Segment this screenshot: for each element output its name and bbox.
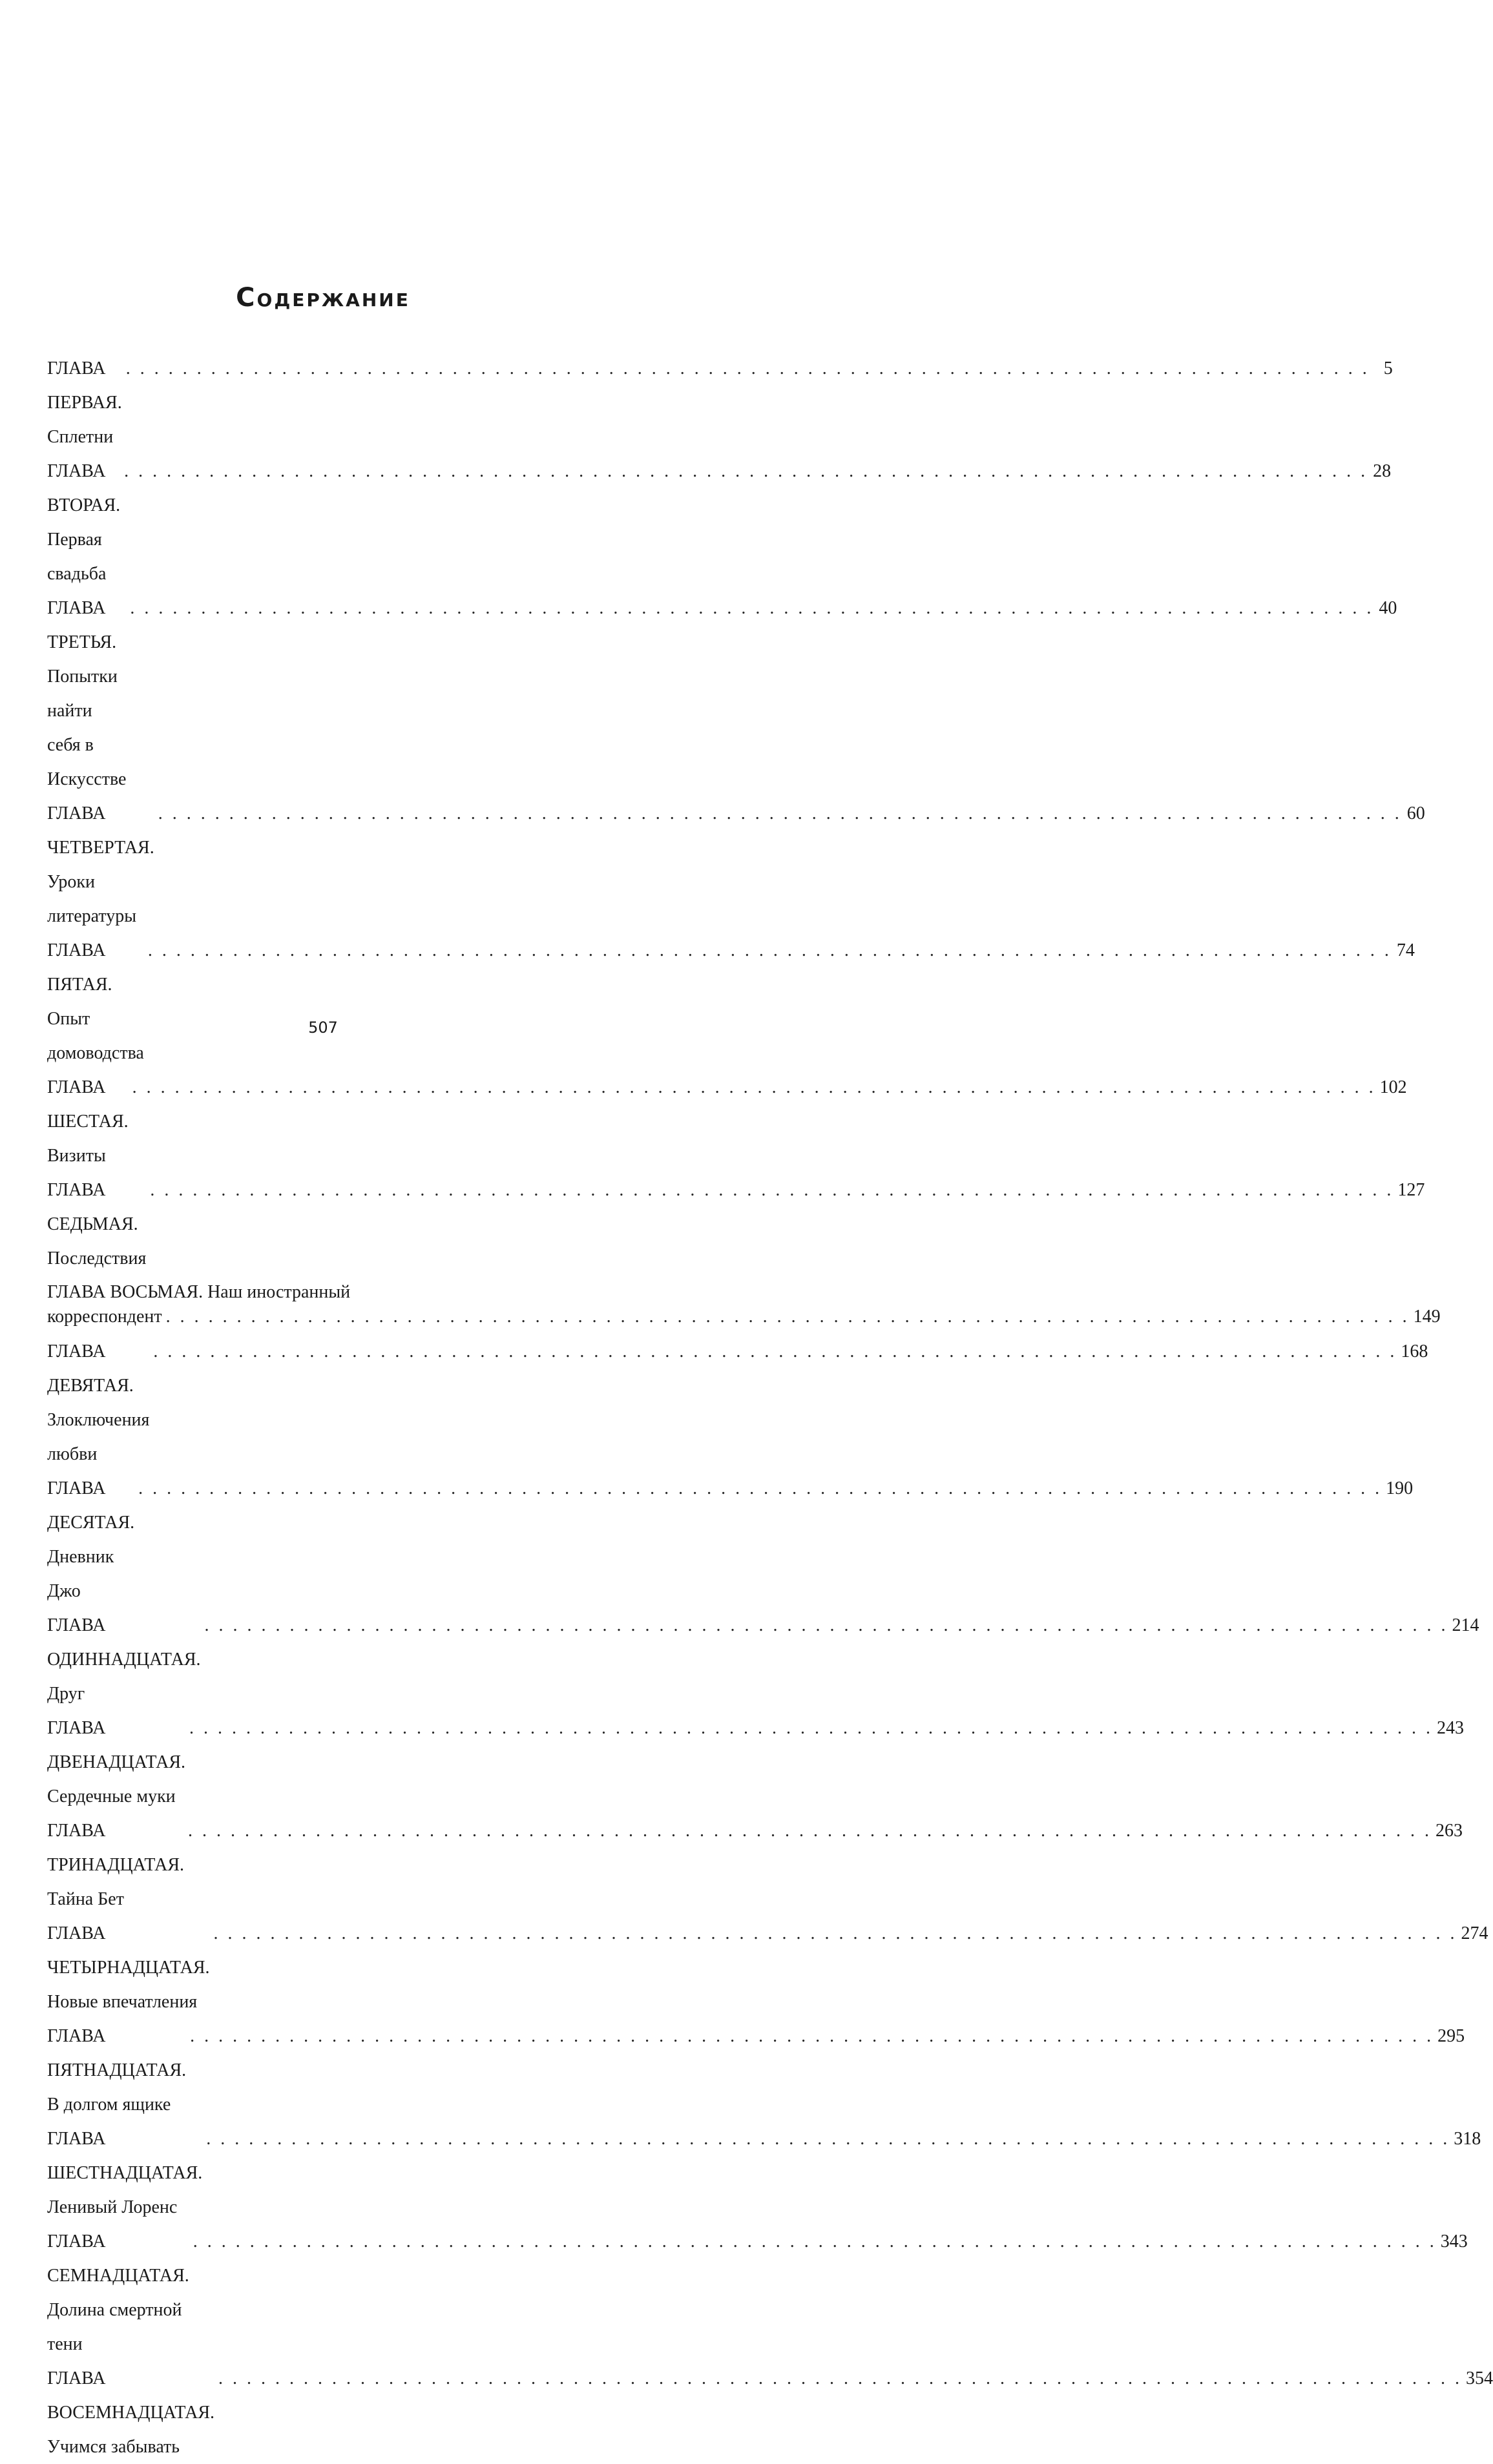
dot-leader [193, 2224, 1437, 2259]
toc-entry-18 [47, 2361, 1493, 2464]
dot-leader [124, 454, 1368, 488]
dot-leader [148, 933, 1392, 968]
toc-entry-title: ГЛАВА ПЕРВАЯ. Сплетни [47, 358, 122, 447]
toc-entry-1 [47, 351, 1393, 454]
dot-leader [214, 1916, 1457, 1951]
toc-entry-page: 60 [1406, 803, 1425, 823]
toc-entry-title: ГЛАВА ПЯТНАДЦАТАЯ. В долгом ящике [47, 2026, 187, 2115]
page-title: Содержание [236, 283, 410, 313]
toc-entry-page: 149 [1413, 1307, 1441, 1327]
toc-entry-page: 168 [1401, 1341, 1428, 1361]
page-number: 507 [308, 1019, 338, 1037]
toc-entry-page: 243 [1437, 1718, 1464, 1738]
toc-entry-title-line2: корреспондент [47, 1307, 162, 1327]
toc-entry-9 [47, 1334, 1428, 1471]
toc-entry-title: ГЛАВА ДЕСЯТАЯ. Дневник Джо [47, 1478, 135, 1601]
toc-entry-page: 102 [1379, 1077, 1407, 1097]
toc-entry-title: ГЛАВА ДВЕНАДЦАТАЯ. Сердечные муки [47, 1718, 186, 1807]
toc-entry-8 [47, 1276, 1441, 1334]
toc-entry-title: ГЛАВА ВТОРАЯ. Первая свадьба [47, 461, 121, 584]
dot-leader [130, 591, 1373, 625]
toc-entry-title: ГЛАВА ТРИНАДЦАТАЯ. Тайна Бет [47, 1821, 185, 1909]
toc-entry-7 [47, 1173, 1425, 1276]
toc-entry-page: 263 [1436, 1821, 1463, 1841]
toc-entry-title: ГЛАВА ДЕВЯТАЯ. Злоключения любви [47, 1341, 150, 1464]
dot-leader [153, 1334, 1397, 1369]
toc-entry-14 [47, 1916, 1488, 2019]
toc-entry-line2 [47, 1305, 1441, 1329]
toc-entry-page: 295 [1437, 2026, 1465, 2046]
toc-entry-4 [47, 796, 1425, 933]
toc-entry-15 [47, 2019, 1465, 2122]
toc-entry-page: 28 [1373, 461, 1392, 481]
toc-entry-page: 74 [1396, 940, 1415, 960]
dot-leader [206, 2122, 1450, 2156]
toc-entry-16 [47, 2122, 1481, 2224]
toc-entry-title: ГЛАВА ШЕСТАЯ. Визиты [47, 1077, 129, 1166]
toc-entry-title: ГЛАВА ПЯТАЯ. Опыт домоводства [47, 940, 144, 1063]
dot-leader [204, 1608, 1448, 1642]
toc-entry-page: 354 [1466, 2368, 1493, 2388]
toc-entry-13 [47, 1814, 1463, 1916]
dot-leader [132, 1070, 1376, 1104]
dot-leader [189, 1711, 1433, 1745]
dot-leader [126, 351, 1370, 386]
toc-entry-page: 40 [1379, 598, 1397, 618]
dot-leader [190, 2019, 1434, 2053]
toc-entry-page: 190 [1386, 1478, 1414, 1498]
dot-leader [166, 1305, 1410, 1329]
toc-entry-5 [47, 933, 1415, 1070]
dot-leader [158, 796, 1402, 831]
toc-entry-11 [47, 1608, 1479, 1711]
dot-leader [188, 1814, 1432, 1848]
toc-entry-10 [47, 1471, 1414, 1608]
toc-entry-page: 214 [1452, 1615, 1479, 1635]
toc-entry-wrap [47, 1280, 1441, 1329]
toc-entry-title: ГЛАВА СЕМНАДЦАТАЯ. Долина смертной тени [47, 2231, 189, 2354]
dot-leader [150, 1173, 1394, 1207]
dot-leader [138, 1471, 1382, 1506]
toc-entry-title: ГЛАВА ЧЕТЫРНАДЦАТАЯ. Новые впечатления [47, 1923, 210, 2012]
toc-entry-title: ГЛАВА ЧЕТВЕРТАЯ. Уроки литературы [47, 803, 154, 926]
toc-entry-title: ГЛАВА ОДИННАДЦАТАЯ. Друг [47, 1615, 201, 1704]
toc-entry-title: ГЛАВА ТРЕТЬЯ. Попытки найти себя в Искусстве [47, 598, 127, 789]
toc-entry-page: 343 [1440, 2231, 1468, 2252]
toc-entry-page: 5 [1383, 358, 1393, 378]
toc-entry-title: ГЛАВА СЕДЬМАЯ. Последствия [47, 1180, 147, 1268]
toc-entry-6 [47, 1070, 1407, 1173]
toc-entry-page: 127 [1397, 1180, 1425, 1200]
table-of-contents [47, 351, 1493, 2464]
toc-entry-3 [47, 591, 1397, 796]
toc-entry-2 [47, 454, 1392, 591]
toc-entry-page: 318 [1454, 2129, 1481, 2149]
toc-entry-12 [47, 1711, 1464, 1814]
toc-entry-title-line1: ГЛАВА ВОСЬМАЯ. Наш иностранный [47, 1282, 351, 1302]
toc-entry-17 [47, 2224, 1468, 2361]
toc-entry-page: 274 [1461, 1923, 1488, 1943]
toc-entry-title: ГЛАВА ШЕСТНАДЦАТАЯ. Ленивый Лоренс [47, 2129, 203, 2217]
dot-leader [218, 2361, 1462, 2396]
toc-entry-title: ГЛАВА ВОСЕМНАДЦАТАЯ. Учимся забывать [47, 2368, 215, 2457]
